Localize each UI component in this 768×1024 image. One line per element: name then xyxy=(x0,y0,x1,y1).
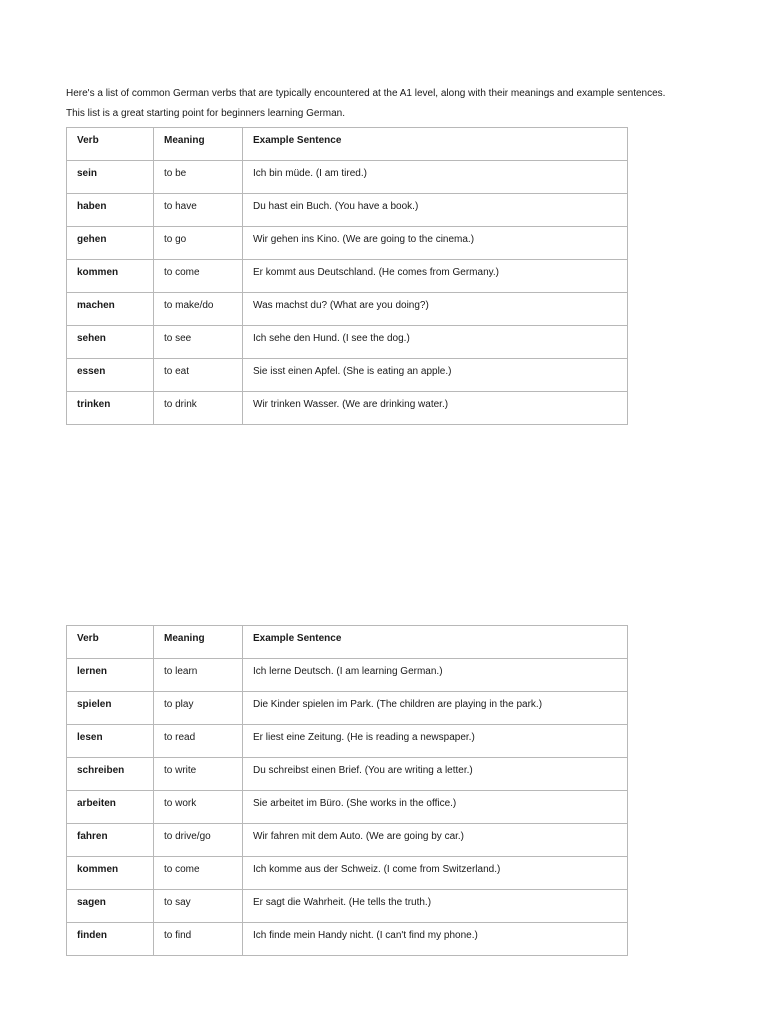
verb-cell: trinken xyxy=(67,392,154,425)
meaning-cell: to come xyxy=(154,857,243,890)
verb-cell: machen xyxy=(67,293,154,326)
meaning-cell: to go xyxy=(154,227,243,260)
intro-line-2: This list is a great starting point for beginners learning German. xyxy=(66,108,346,119)
table-row xyxy=(67,857,628,890)
table-row xyxy=(67,194,628,227)
table-body xyxy=(67,659,628,956)
example-cell: Die Kinder spielen im Park. (The children are playing in the park.) xyxy=(243,692,628,725)
verb-cell: sehen xyxy=(67,326,154,359)
meaning-cell: to have xyxy=(154,194,243,227)
verb-cell: fahren xyxy=(67,824,154,857)
verb-cell: essen xyxy=(67,359,154,392)
header-example: Example Sentence xyxy=(243,128,628,161)
header-meaning: Meaning xyxy=(154,626,243,659)
table-row xyxy=(67,824,628,857)
verb-cell: spielen xyxy=(67,692,154,725)
table-row xyxy=(67,692,628,725)
example-cell: Er liest eine Zeitung. (He is reading a newspaper.) xyxy=(243,725,628,758)
example-cell: Du schreibst einen Brief. (You are writing a letter.) xyxy=(243,758,628,791)
intro-line-1: Here's a list of common German verbs that are typically encountered at the A1 level, along with their meanings and example sentences. xyxy=(66,88,666,99)
verb-cell: gehen xyxy=(67,227,154,260)
example-cell: Was machst du? (What are you doing?) xyxy=(243,293,628,326)
meaning-cell: to come xyxy=(154,260,243,293)
table-row xyxy=(67,923,628,956)
table-row xyxy=(67,161,628,194)
meaning-cell: to see xyxy=(154,326,243,359)
example-cell: Wir trinken Wasser. (We are drinking water.) xyxy=(243,392,628,425)
meaning-cell: to write xyxy=(154,758,243,791)
table-row xyxy=(67,791,628,824)
example-cell: Ich sehe den Hund. (I see the dog.) xyxy=(243,326,628,359)
meaning-cell: to make/do xyxy=(154,293,243,326)
header-example: Example Sentence xyxy=(243,626,628,659)
example-cell: Du hast ein Buch. (You have a book.) xyxy=(243,194,628,227)
meaning-cell: to read xyxy=(154,725,243,758)
header-verb: Verb xyxy=(67,128,154,161)
verb-cell: schreiben xyxy=(67,758,154,791)
table-row xyxy=(67,260,628,293)
meaning-cell: to play xyxy=(154,692,243,725)
example-cell: Ich finde mein Handy nicht. (I can't find my phone.) xyxy=(243,923,628,956)
header-meaning: Meaning xyxy=(154,128,243,161)
verb-cell: kommen xyxy=(67,260,154,293)
example-cell: Wir fahren mit dem Auto. (We are going by car.) xyxy=(243,824,628,857)
verb-table-2 xyxy=(66,625,628,956)
table-row xyxy=(67,359,628,392)
example-cell: Er kommt aus Deutschland. (He comes from Germany.) xyxy=(243,260,628,293)
table-row xyxy=(67,758,628,791)
intro-text xyxy=(66,84,726,124)
table-row xyxy=(67,659,628,692)
table-header-row xyxy=(67,128,628,161)
table-row xyxy=(67,725,628,758)
table-row xyxy=(67,326,628,359)
example-cell: Wir gehen ins Kino. (We are going to the cinema.) xyxy=(243,227,628,260)
example-cell: Ich bin müde. (I am tired.) xyxy=(243,161,628,194)
example-cell: Ich komme aus der Schweiz. (I come from Switzerland.) xyxy=(243,857,628,890)
table-row xyxy=(67,227,628,260)
table-row xyxy=(67,392,628,425)
verb-cell: sagen xyxy=(67,890,154,923)
meaning-cell: to eat xyxy=(154,359,243,392)
example-cell: Ich lerne Deutsch. (I am learning German.) xyxy=(243,659,628,692)
verb-cell: sein xyxy=(67,161,154,194)
example-cell: Sie isst einen Apfel. (She is eating an apple.) xyxy=(243,359,628,392)
verb-cell: finden xyxy=(67,923,154,956)
example-cell: Sie arbeitet im Büro. (She works in the office.) xyxy=(243,791,628,824)
example-cell: Er sagt die Wahrheit. (He tells the truth.) xyxy=(243,890,628,923)
verb-cell: lernen xyxy=(67,659,154,692)
verb-table-1 xyxy=(66,127,628,425)
meaning-cell: to drink xyxy=(154,392,243,425)
verb-cell: kommen xyxy=(67,857,154,890)
verb-cell: arbeiten xyxy=(67,791,154,824)
meaning-cell: to work xyxy=(154,791,243,824)
table-row xyxy=(67,890,628,923)
table-row xyxy=(67,293,628,326)
meaning-cell: to find xyxy=(154,923,243,956)
meaning-cell: to drive/go xyxy=(154,824,243,857)
verb-cell: haben xyxy=(67,194,154,227)
verb-cell: lesen xyxy=(67,725,154,758)
meaning-cell: to be xyxy=(154,161,243,194)
meaning-cell: to learn xyxy=(154,659,243,692)
table-header-row xyxy=(67,626,628,659)
meaning-cell: to say xyxy=(154,890,243,923)
table-body xyxy=(67,161,628,425)
header-verb: Verb xyxy=(67,626,154,659)
